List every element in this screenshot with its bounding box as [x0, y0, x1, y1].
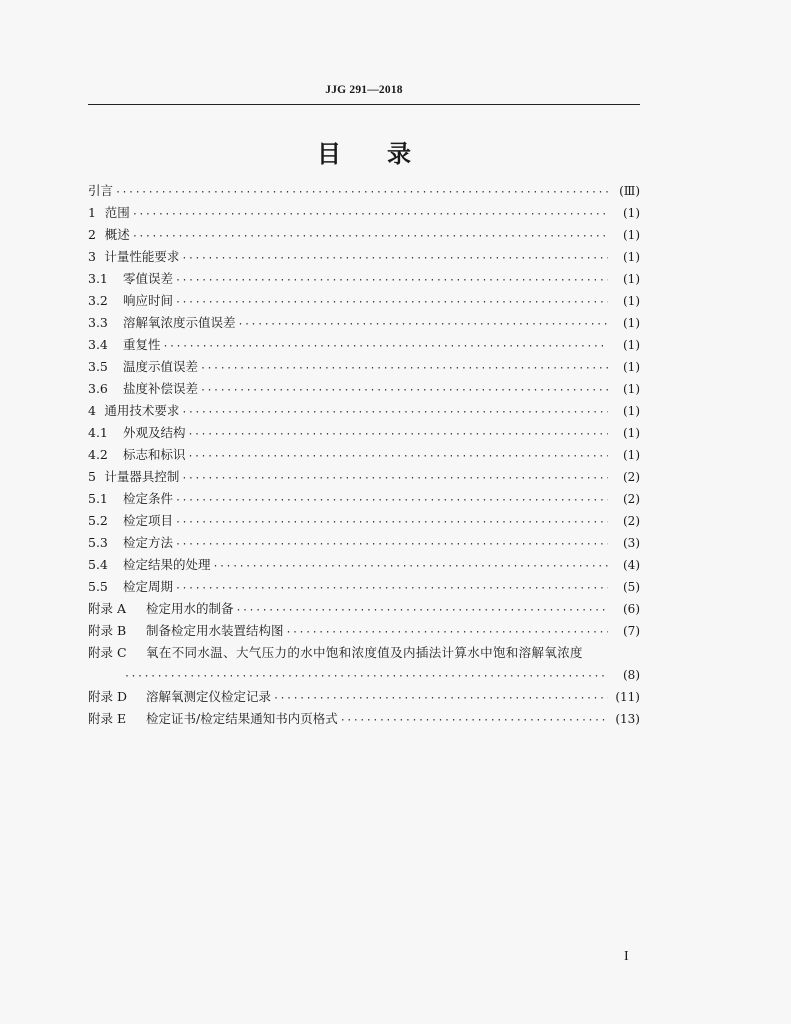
toc-entry-title: 检定用水的制备 [146, 601, 234, 616]
toc-entry-number: 3.1 [88, 271, 108, 286]
toc-entry-number: 5.3 [88, 535, 108, 550]
toc-entry[interactable] [88, 400, 640, 422]
toc-entry-number: 4.1 [88, 425, 108, 440]
toc-entry-title: 检定方法 [123, 535, 174, 550]
toc-entry-title: 重复性 [123, 337, 161, 352]
toc-entry-page: (1) [623, 448, 640, 462]
toc-entry-number: 3.4 [88, 337, 108, 352]
toc-leader-dots [175, 270, 608, 292]
toc-entry-page: (1) [623, 250, 640, 264]
toc-entry-number: 1 [88, 205, 96, 220]
toc-entry-title: 范围 [104, 205, 130, 220]
toc-entry-title: 响应时间 [123, 293, 174, 308]
toc-entry-number: 3.6 [88, 381, 108, 396]
toc-entry-page: (2) [623, 470, 640, 484]
toc-entry-page: (2) [623, 492, 640, 506]
toc-entry-page: (1) [623, 316, 640, 330]
toc-entry-title: 通用技术要求 [104, 403, 180, 418]
toc-entry-title: 制备检定用水装置结构图 [146, 623, 284, 638]
toc-entry-number: 5.5 [88, 579, 108, 594]
toc-entry-page: (1) [623, 404, 640, 418]
toc-entry-page: (1) [623, 228, 640, 242]
header-rule [88, 104, 640, 105]
toc-entry[interactable] [88, 180, 640, 202]
toc-entry-title: 氧在不同水温、大气压力的水中饱和浓度值及内插法计算水中饱和溶解氧浓度 [146, 645, 583, 660]
toc-entry-page: (5) [623, 580, 640, 594]
toc-entry[interactable] [88, 510, 640, 532]
toc-leader-dots [181, 248, 608, 270]
toc-entry-title: 检定证书/检定结果通知书内页格式 [146, 711, 338, 726]
toc-leader-dots [163, 336, 608, 358]
toc-entry-number: 5.2 [88, 513, 108, 528]
toc-entry-page: (3) [623, 536, 640, 550]
toc-entry-page: (1) [623, 272, 640, 286]
toc-entry-page: (2) [623, 514, 640, 528]
toc-leader-dots [286, 622, 608, 644]
toc-entry-number: 5 [88, 469, 96, 484]
toc-entry-number: 2 [88, 227, 96, 242]
toc-leader-dots [200, 358, 608, 380]
toc-entry[interactable] [88, 664, 640, 686]
toc-entry-page: (1) [623, 206, 640, 220]
toc-entry[interactable] [88, 642, 640, 664]
toc-entry-page: (7) [623, 624, 640, 638]
toc-entry-number: 3.2 [88, 293, 108, 308]
title-char-1: 目 [317, 140, 341, 168]
toc-entry[interactable] [88, 576, 640, 598]
toc-entry-title: 引言 [88, 183, 114, 198]
toc-entry[interactable] [88, 422, 640, 444]
toc-entry-number: 3.3 [88, 315, 108, 330]
toc-entry[interactable] [88, 312, 640, 334]
toc-entry[interactable] [88, 488, 640, 510]
toc-leader-dots [200, 380, 608, 402]
toc-leader-dots [273, 688, 608, 710]
toc-entry[interactable] [88, 686, 640, 708]
toc-leader-dots [115, 182, 608, 204]
toc-entry[interactable] [88, 224, 640, 246]
toc-leader-dots [213, 556, 608, 578]
toc-entry-page: (6) [623, 602, 640, 616]
toc-leader-dots [175, 490, 608, 512]
toc-entry-number: 附录 B [88, 623, 127, 638]
toc-entry[interactable] [88, 532, 640, 554]
toc-entry-number: 5.4 [88, 557, 108, 572]
toc-entry[interactable] [88, 202, 640, 224]
table-of-contents [88, 180, 640, 730]
toc-entry-title: 计量性能要求 [104, 249, 180, 264]
toc-entry[interactable] [88, 378, 640, 400]
toc-entry[interactable] [88, 268, 640, 290]
toc-entry-number: 附录 C [88, 645, 127, 660]
toc-leader-dots [188, 446, 608, 468]
toc-entry[interactable] [88, 620, 640, 642]
toc-entry-title: 盐度补偿误差 [123, 381, 199, 396]
toc-entry-title: 检定项目 [123, 513, 174, 528]
toc-leader-dots [132, 204, 608, 226]
toc-entry-title: 计量器具控制 [104, 469, 180, 484]
toc-entry-number: 附录 A [88, 601, 127, 616]
toc-entry[interactable] [88, 708, 640, 730]
page-title [88, 134, 640, 169]
toc-entry-title: 检定条件 [123, 491, 174, 506]
toc-entry-page: (1) [623, 294, 640, 308]
toc-leader-dots [175, 534, 608, 556]
toc-leader-dots [188, 424, 608, 446]
toc-leader-dots [236, 600, 608, 622]
toc-leader-dots [181, 402, 608, 424]
toc-leader-dots [175, 512, 608, 534]
toc-entry[interactable] [88, 356, 640, 378]
toc-entry[interactable] [88, 444, 640, 466]
toc-entry[interactable] [88, 246, 640, 268]
toc-entry-title: 温度示值误差 [123, 359, 199, 374]
toc-entry[interactable] [88, 598, 640, 620]
toc-entry-title: 标志和标识 [123, 447, 186, 462]
toc-leader-dots [124, 666, 608, 688]
document-code-header: JJG 291—2018 [325, 84, 403, 96]
toc-leader-dots [340, 710, 608, 732]
toc-entry-page: (1) [623, 360, 640, 374]
toc-entry[interactable] [88, 554, 640, 576]
toc-entry-title: 溶解氧测定仪检定记录 [146, 689, 272, 704]
toc-entry[interactable] [88, 290, 640, 312]
toc-entry-number: 附录 D [88, 689, 127, 704]
toc-entry[interactable] [88, 334, 640, 356]
toc-entry-page: (13) [615, 712, 640, 726]
toc-entry-number: 3.5 [88, 359, 108, 374]
toc-entry-title: 溶解氧浓度示值误差 [123, 315, 236, 330]
toc-entry-page: (1) [623, 382, 640, 396]
toc-entry-page: (4) [623, 558, 640, 572]
toc-entry[interactable] [88, 466, 640, 488]
toc-entry-page: (1) [623, 338, 640, 352]
title-char-2: 录 [387, 140, 411, 168]
toc-entry-page: (Ⅲ) [619, 184, 640, 198]
toc-entry-number: 3 [88, 249, 96, 264]
toc-entry-page: (8) [623, 668, 640, 682]
toc-leader-dots [238, 314, 608, 336]
toc-entry-number: 5.1 [88, 491, 108, 506]
toc-entry-title: 检定结果的处理 [123, 557, 211, 572]
toc-leader-dots [181, 468, 608, 490]
page-number: I [624, 949, 629, 964]
toc-leader-dots [175, 292, 608, 314]
toc-leader-dots [175, 578, 608, 600]
toc-entry-title: 外观及结构 [123, 425, 186, 440]
toc-entry-page: (1) [623, 426, 640, 440]
toc-leader-dots [132, 226, 608, 248]
toc-entry-title: 检定周期 [123, 579, 174, 594]
toc-entry-title: 零值误差 [123, 271, 174, 286]
toc-entry-number: 4.2 [88, 447, 108, 462]
toc-entry-title: 概述 [104, 227, 130, 242]
toc-entry-number: 4 [88, 403, 96, 418]
toc-entry-page: (11) [615, 690, 640, 704]
toc-entry-number: 附录 E [88, 711, 127, 726]
